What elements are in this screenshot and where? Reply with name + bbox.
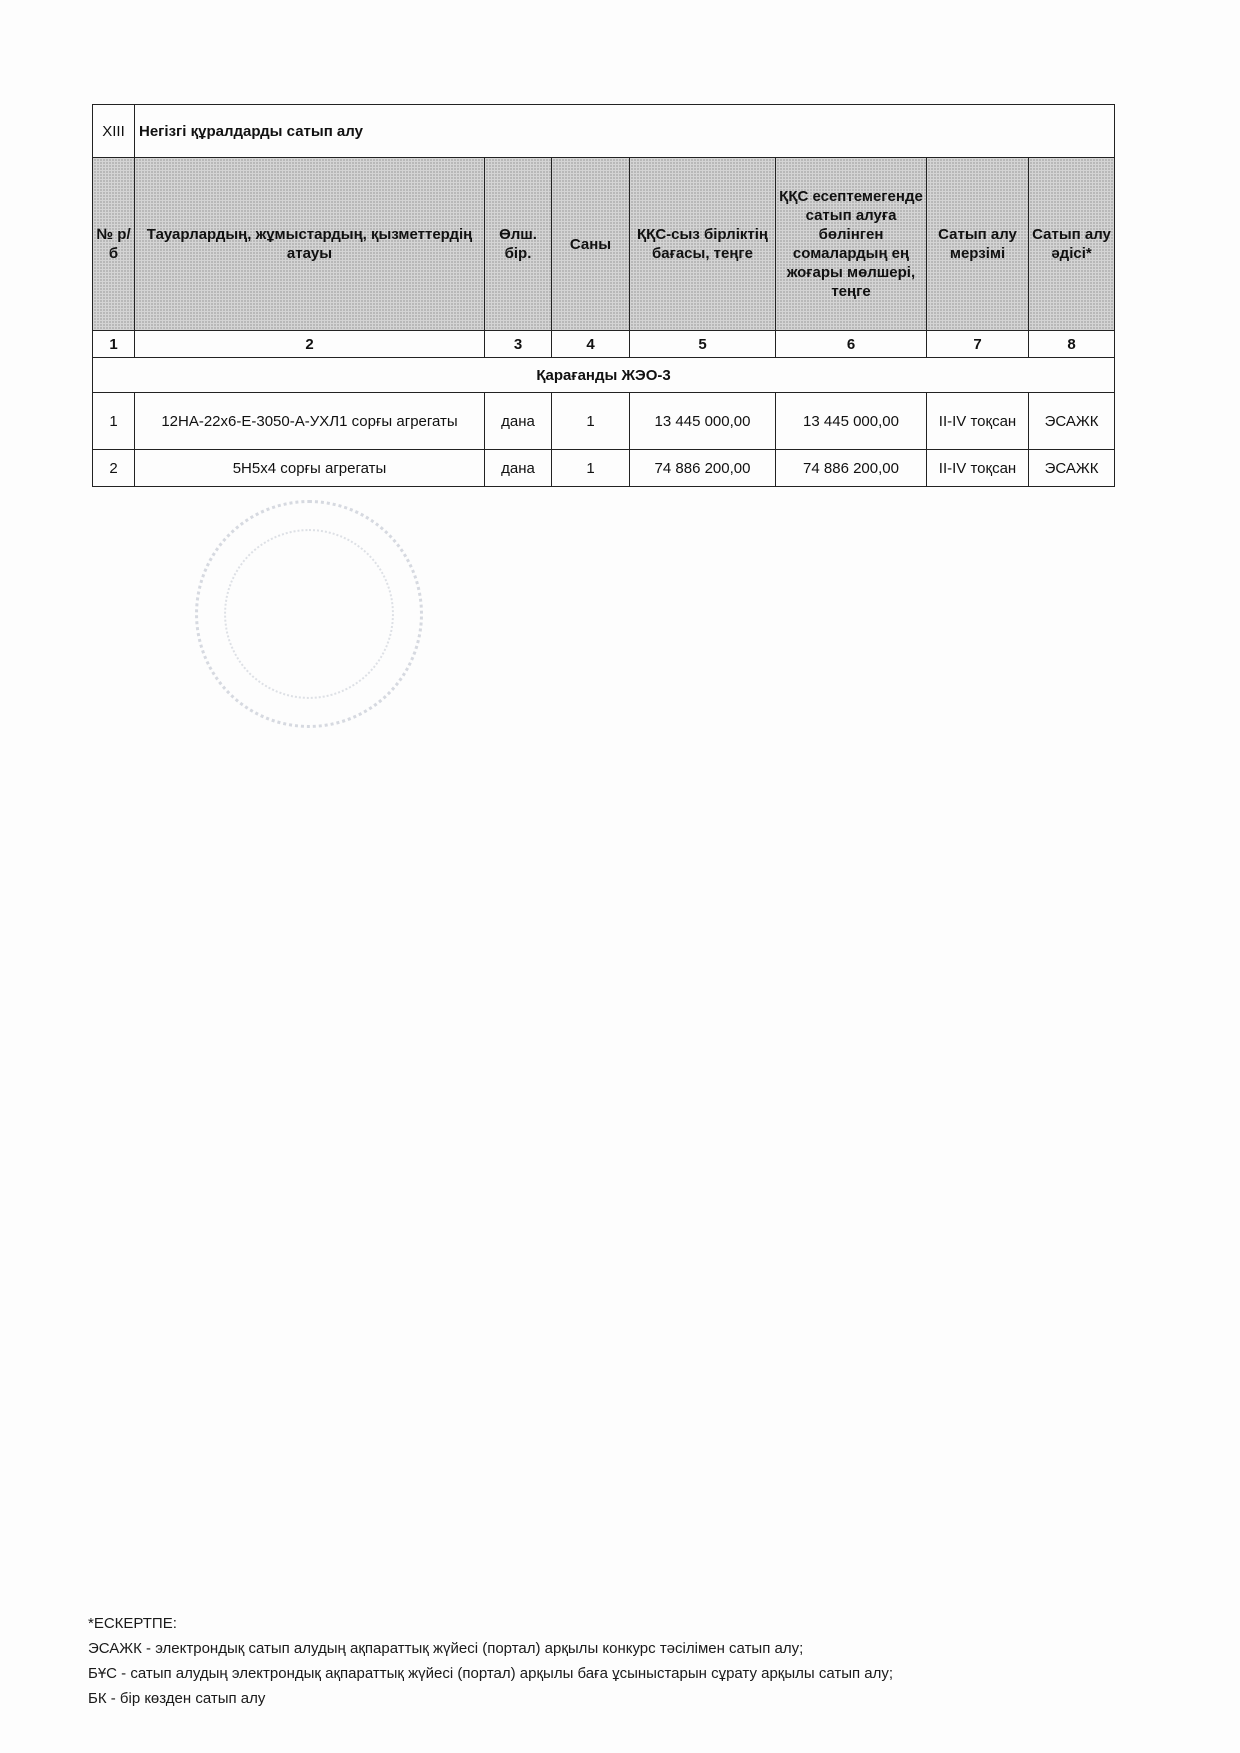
footnote-line: ЭСАЖК - электрондық сатып алудың ақпараттық жүйесі (портал) арқылы конкурс тәсілімен сатып алу; — [88, 1640, 804, 1657]
faded-stamp-seal — [195, 500, 423, 728]
header-row — [93, 158, 1115, 331]
column-number: 2 — [135, 331, 485, 358]
unit-price: 74 886 200,00 — [630, 450, 776, 487]
procurement-period: II-IV тоқсан — [927, 450, 1029, 487]
header-cell: Сатып алу әдісі* — [1029, 158, 1115, 331]
column-number: 5 — [630, 331, 776, 358]
footnote — [88, 1611, 1188, 1711]
procurement-period: II-IV тоқсан — [927, 393, 1029, 450]
footnote-line: БК - бір көзден сатып алу — [88, 1690, 266, 1707]
column-number: 3 — [485, 331, 552, 358]
unit: дана — [485, 450, 552, 487]
total-amount: 13 445 000,00 — [776, 393, 927, 450]
group-title: Қарағанды ЖЭО-3 — [93, 358, 1115, 393]
item-name: 12НА-22х6-Е-3050-А-УХЛ1 сорғы агрегаты — [135, 393, 485, 450]
table-row — [93, 393, 1115, 450]
column-number: 4 — [552, 331, 630, 358]
section-title: Негізгі құралдарды сатып алу — [135, 105, 1115, 158]
procurement-table — [92, 104, 1115, 487]
header-cell: Тауарлардың, жұмыстардың, қызметтердің атауы — [135, 158, 485, 331]
table-row — [93, 450, 1115, 487]
column-number: 6 — [776, 331, 927, 358]
header-cell: ҚҚС есептемегенде сатып алуға бөлінген сомалардың ең жоғары мөлшері, теңге — [776, 158, 927, 331]
section-number: XIII — [93, 105, 135, 158]
total-amount: 74 886 200,00 — [776, 450, 927, 487]
section-row — [93, 105, 1115, 158]
group-row — [93, 358, 1115, 393]
row-number: 1 — [93, 393, 135, 450]
unit: дана — [485, 393, 552, 450]
column-number: 1 — [93, 331, 135, 358]
procurement-method: ЭСАЖК — [1029, 393, 1115, 450]
quantity: 1 — [552, 450, 630, 487]
header-cell: Өлш. бір. — [485, 158, 552, 331]
header-cell: Сатып алу мерзімі — [927, 158, 1029, 331]
quantity: 1 — [552, 393, 630, 450]
footnote-line: БҰС - сатып алудың электрондық ақпараттық жүйесі (портал) арқылы баға ұсыныстарын сұрату арқылы сатып алу; — [88, 1665, 894, 1682]
column-number-row — [93, 331, 1115, 358]
procurement-method: ЭСАЖК — [1029, 450, 1115, 487]
header-cell: № р/б — [93, 158, 135, 331]
header-cell: ҚҚС-сыз бірліктің бағасы, теңге — [630, 158, 776, 331]
column-number: 7 — [927, 331, 1029, 358]
unit-price: 13 445 000,00 — [630, 393, 776, 450]
item-name: 5Н5х4 сорғы агрегаты — [135, 450, 485, 487]
header-cell: Саны — [552, 158, 630, 331]
row-number: 2 — [93, 450, 135, 487]
footnote-title: *ЕСКЕРТПЕ: — [88, 1615, 177, 1632]
column-number: 8 — [1029, 331, 1115, 358]
